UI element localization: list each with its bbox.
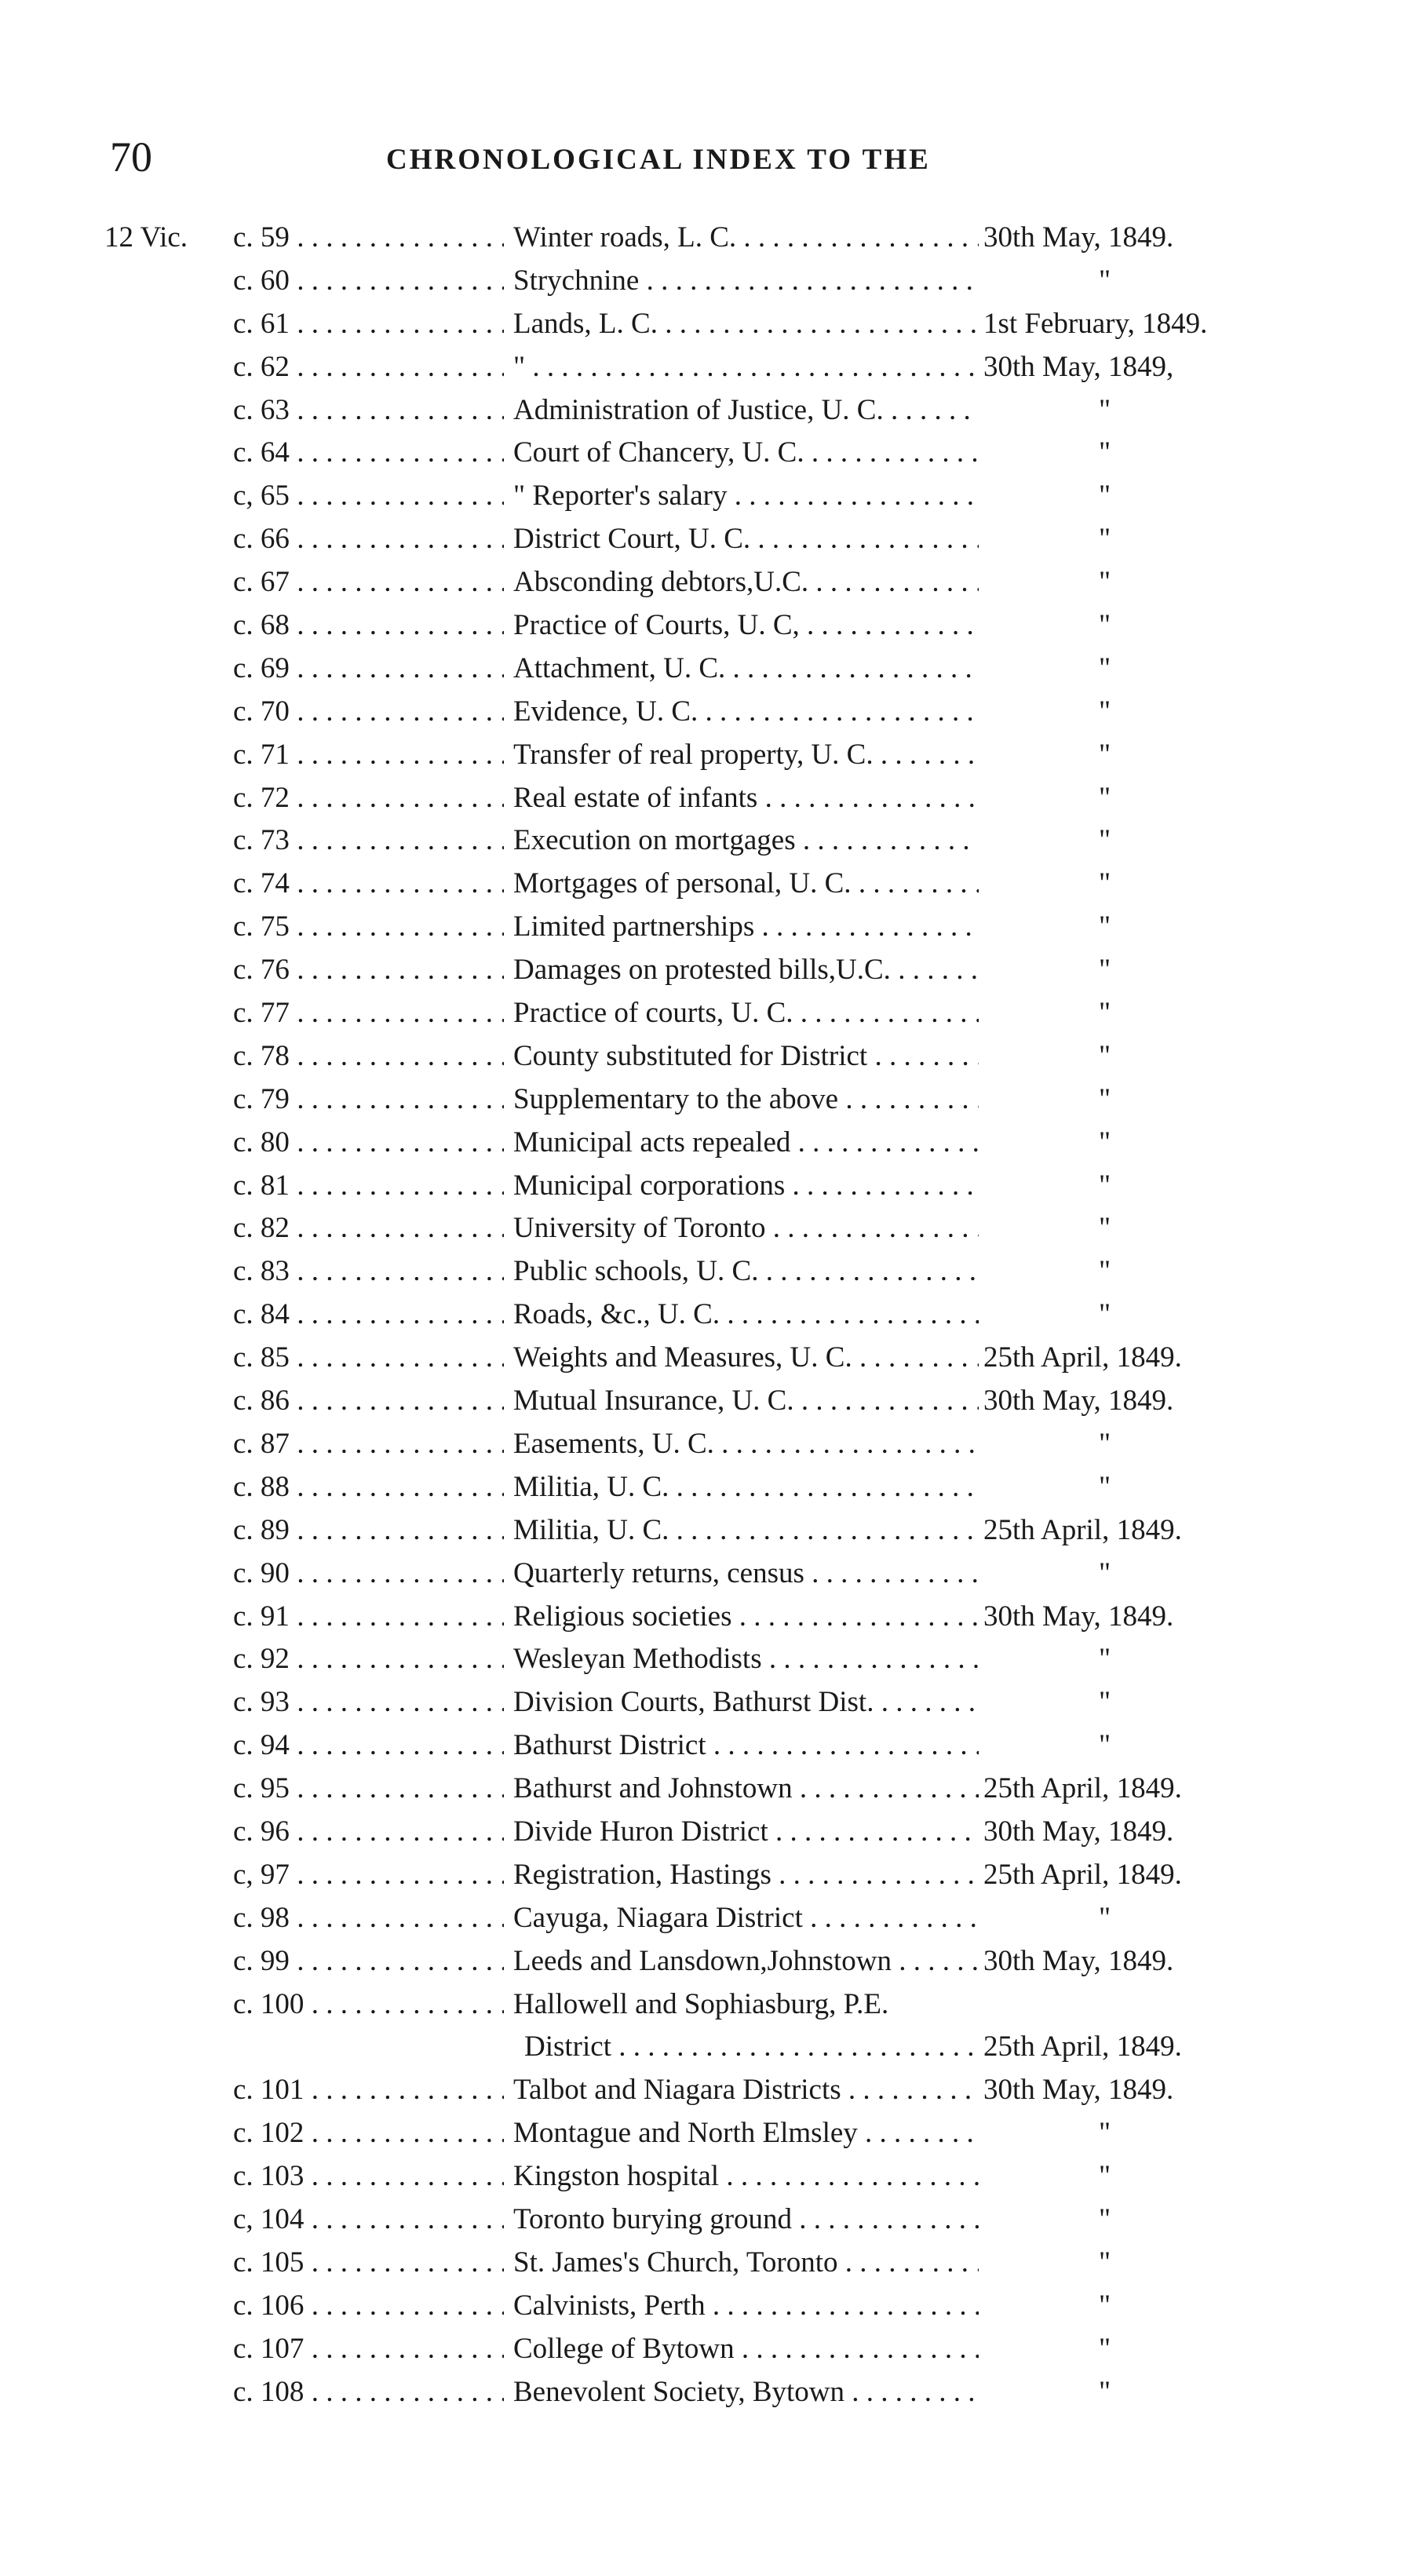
- ditto-mark: ": [1099, 1643, 1111, 1676]
- act-subject: College of Bytown . . .: [513, 2328, 979, 2371]
- index-entry: [0, 1681, 1408, 1724]
- ditto-mark: ": [1099, 954, 1111, 987]
- chapter-number: c, 97 . . .: [233, 1854, 504, 1897]
- page-header: [0, 0, 1408, 204]
- index-entry: [0, 2285, 1408, 2328]
- ditto-mark: ": [1099, 867, 1111, 900]
- act-subject: Toronto burying ground . . .: [513, 2198, 979, 2242]
- index-entry: [0, 432, 1408, 475]
- act-subject: Bathurst and Johnstown . . .: [513, 1768, 979, 1811]
- act-subject: Execution on mortgages . . .: [513, 819, 979, 863]
- chapter-number: c. 68 . . .: [233, 604, 504, 648]
- chapter-number: c. 61 . . .: [233, 303, 504, 346]
- chapter-number: c. 81 . . .: [233, 1165, 504, 1208]
- index-entry: [0, 1724, 1408, 1768]
- act-subject: Militia, U. C. . . .: [513, 1509, 979, 1553]
- index-entry: [0, 1983, 1408, 2027]
- act-subject: Registration, Hastings . . .: [513, 1854, 979, 1897]
- index-entry: [0, 1509, 1408, 1553]
- chapter-number: c. 59 . . .: [233, 217, 504, 260]
- chapter-number: c. 70 . . .: [233, 691, 504, 734]
- index-entry: [0, 1207, 1408, 1250]
- index-entry: [0, 2198, 1408, 2242]
- ditto-mark: ": [1099, 566, 1111, 599]
- index-entry: [0, 1078, 1408, 1122]
- chapter-number: c. 62 . . .: [233, 346, 504, 389]
- index-entry: [0, 475, 1408, 518]
- act-subject: University of Toronto . . .: [513, 1207, 979, 1250]
- chapter-number: c. 101 . . .: [233, 2069, 504, 2112]
- assent-date: 30th May, 1849,: [983, 350, 1174, 383]
- assent-date: 30th May, 1849.: [983, 1815, 1174, 1848]
- act-subject: Wesleyan Methodists . . .: [513, 1638, 979, 1681]
- act-subject: Easements, U. C. . . .: [513, 1423, 979, 1466]
- act-subject: Religious societies . . .: [513, 1596, 979, 1639]
- chapter-number: c. 92 . . .: [233, 1638, 504, 1681]
- ditto-mark: ": [1099, 1729, 1111, 1762]
- ditto-mark: ": [1099, 2289, 1111, 2322]
- ditto-mark: ": [1099, 1082, 1111, 1115]
- index-entry: [0, 1768, 1408, 1811]
- act-subject: Evidence, U. C. . . .: [513, 691, 979, 734]
- chapter-number: c, 65 . . .: [233, 475, 504, 518]
- ditto-mark: ": [1099, 1686, 1111, 1719]
- index-entry: [0, 949, 1408, 992]
- ditto-mark: ": [1099, 781, 1111, 814]
- assent-date: 30th May, 1849.: [983, 1385, 1174, 1418]
- index-entry: [0, 604, 1408, 648]
- volume-label: 12 Vic.: [104, 221, 188, 254]
- ditto-mark: ": [1099, 997, 1111, 1030]
- act-subject: Transfer of real property, U. C. . . .: [513, 734, 979, 777]
- index-entry: [0, 1293, 1408, 1337]
- assent-date: 25th April, 1849.: [983, 2031, 1182, 2063]
- index-entry: [0, 691, 1408, 734]
- index-entry: [0, 1638, 1408, 1681]
- chapter-number: c. 98 . . .: [233, 1897, 504, 1940]
- act-subject: Absconding debtors,U.C. . . .: [513, 561, 979, 604]
- index-entry: [0, 1854, 1408, 1897]
- act-subject: " Reporter's salary . . .: [513, 475, 979, 518]
- index-entry: [0, 906, 1408, 949]
- index-entry: [0, 2026, 1408, 2069]
- ditto-mark: ": [1099, 824, 1111, 857]
- act-subject: Real estate of infants . . .: [513, 777, 979, 820]
- act-subject: Montague and North Elmsley . . .: [513, 2112, 979, 2155]
- act-subject: District Court, U. C. . . .: [513, 518, 979, 561]
- chapter-number: c. 94 . . .: [233, 1724, 504, 1768]
- assent-date: 30th May, 1849.: [983, 1600, 1174, 1633]
- ditto-mark: ": [1099, 2332, 1111, 2365]
- index-entry: [0, 2371, 1408, 2414]
- chapter-number: c. 87 . . .: [233, 1423, 504, 1466]
- ditto-mark: ": [1099, 264, 1111, 297]
- chapter-number: c. 63 . . .: [233, 389, 504, 432]
- act-subject: Bathurst District . . .: [513, 1724, 979, 1768]
- chronological-index-list: [0, 217, 1408, 2414]
- chapter-number: c. 108 . . .: [233, 2371, 504, 2414]
- act-subject: Attachment, U. C. . . .: [513, 648, 979, 691]
- ditto-mark: ": [1099, 695, 1111, 728]
- act-subject: Court of Chancery, U. C. . . .: [513, 432, 979, 475]
- ditto-mark: ": [1099, 1255, 1111, 1288]
- chapter-number: c. 64 . . .: [233, 432, 504, 475]
- index-entry: [0, 648, 1408, 691]
- act-subject: Administration of Justice, U. C. . . .: [513, 389, 979, 432]
- chapter-number: c. 93 . . .: [233, 1681, 504, 1724]
- act-subject: Cayuga, Niagara District . . .: [513, 1897, 979, 1940]
- chapter-number: c. 95 . . .: [233, 1768, 504, 1811]
- index-entry: [0, 303, 1408, 346]
- ditto-mark: ": [1099, 910, 1111, 943]
- chapter-number: c. 99 . . .: [233, 1940, 504, 1983]
- chapter-number: c. 88 . . .: [233, 1466, 504, 1509]
- index-entry: [0, 734, 1408, 777]
- index-entry: [0, 1553, 1408, 1596]
- index-entry: [0, 777, 1408, 820]
- act-subject: Quarterly returns, census . . .: [513, 1553, 979, 1596]
- chapter-number: c. 74 . . .: [233, 863, 504, 906]
- index-entry: [0, 992, 1408, 1035]
- act-subject: Divide Huron District . . .: [513, 1811, 979, 1854]
- index-entry: [0, 217, 1408, 260]
- chapter-number: c. 96 . . .: [233, 1811, 504, 1854]
- act-subject: Benevolent Society, Bytown . . .: [513, 2371, 979, 2414]
- assent-date: 30th May, 1849.: [983, 221, 1174, 254]
- ditto-mark: ": [1099, 480, 1111, 513]
- chapter-number: c. 84 . . .: [233, 1293, 504, 1337]
- ditto-mark: ": [1099, 436, 1111, 469]
- chapter-number: c. 90 . . .: [233, 1553, 504, 1596]
- act-subject: Municipal corporations . . .: [513, 1165, 979, 1208]
- index-entry: [0, 1811, 1408, 1854]
- ditto-mark: ": [1099, 738, 1111, 771]
- ditto-mark: ": [1099, 651, 1111, 684]
- index-entry: [0, 1122, 1408, 1165]
- act-subject: Public schools, U. C. . . .: [513, 1250, 979, 1293]
- assent-date: 30th May, 1849.: [983, 2074, 1174, 2107]
- act-subject: District . . .: [524, 2026, 979, 2069]
- act-subject: Calvinists, Perth . . .: [513, 2285, 979, 2328]
- ditto-mark: ": [1099, 2202, 1111, 2235]
- act-subject: Division Courts, Bathurst Dist. . . .: [513, 1681, 979, 1724]
- index-entry: [0, 1423, 1408, 1466]
- chapter-number: c. 73 . . .: [233, 819, 504, 863]
- act-subject: Roads, &c., U. C. . . .: [513, 1293, 979, 1337]
- chapter-number: c. 86 . . .: [233, 1380, 504, 1423]
- index-entry: [0, 2242, 1408, 2285]
- chapter-number: c. 100 . . .: [233, 1983, 504, 2027]
- chapter-number: c. 80 . . .: [233, 1122, 504, 1165]
- index-entry: [0, 2328, 1408, 2371]
- chapter-number: c. 102 . . .: [233, 2112, 504, 2155]
- index-entry: [0, 2112, 1408, 2155]
- assent-date: 25th April, 1849.: [983, 1341, 1182, 1374]
- act-subject: Mutual Insurance, U. C. . . .: [513, 1380, 979, 1423]
- ditto-mark: ": [1099, 2117, 1111, 2150]
- ditto-mark: ": [1099, 2160, 1111, 2193]
- act-subject: Weights and Measures, U. C. . . .: [513, 1337, 979, 1380]
- ditto-mark: ": [1099, 1427, 1111, 1460]
- act-subject: Lands, L. C. . . .: [513, 303, 979, 346]
- ditto-mark: ": [1099, 1556, 1111, 1589]
- act-subject: Limited partnerships . . .: [513, 906, 979, 949]
- chapter-number: c. 67 . . .: [233, 561, 504, 604]
- chapter-number: c. 77 . . .: [233, 992, 504, 1035]
- chapter-number: c. 69 . . .: [233, 648, 504, 691]
- assent-date: 30th May, 1849.: [983, 1944, 1174, 1977]
- assent-date: 25th April, 1849.: [983, 1772, 1182, 1805]
- chapter-number: c, 104 . . .: [233, 2198, 504, 2242]
- chapter-number: c. 85 . . .: [233, 1337, 504, 1380]
- chapter-number: c. 83 . . .: [233, 1250, 504, 1293]
- index-entry: [0, 260, 1408, 303]
- chapter-number: c. 72 . . .: [233, 777, 504, 820]
- index-entry: [0, 518, 1408, 561]
- assent-date: 25th April, 1849.: [983, 1858, 1182, 1891]
- ditto-mark: ": [1099, 2246, 1111, 2279]
- index-entry: [0, 1466, 1408, 1509]
- index-entry: [0, 1035, 1408, 1078]
- act-subject: Kingston hospital . . .: [513, 2155, 979, 2198]
- index-entry: [0, 2069, 1408, 2112]
- index-entry: [0, 1165, 1408, 1208]
- chapter-number: c. 103 . . .: [233, 2155, 504, 2198]
- ditto-mark: ": [1099, 1039, 1111, 1072]
- act-subject: Municipal acts repealed . . .: [513, 1122, 979, 1165]
- index-entry: [0, 1897, 1408, 1940]
- chapter-number: c. 66 . . .: [233, 518, 504, 561]
- chapter-number: c. 107 . . .: [233, 2328, 504, 2371]
- act-subject: Talbot and Niagara Districts . . .: [513, 2069, 979, 2112]
- index-entry: [0, 1940, 1408, 1983]
- index-entry: [0, 346, 1408, 389]
- chapter-number: c. 79 . . .: [233, 1078, 504, 1122]
- ditto-mark: ": [1099, 393, 1111, 426]
- chapter-number: c. 105 . . .: [233, 2242, 504, 2285]
- act-subject: Damages on protested bills,U.C. . . .: [513, 949, 979, 992]
- assent-date: 1st February, 1849.: [983, 307, 1208, 340]
- chapter-number: c. 78 . . .: [233, 1035, 504, 1078]
- act-subject: Militia, U. C. . . .: [513, 1466, 979, 1509]
- act-subject: Winter roads, L. C. . . .: [513, 217, 979, 260]
- index-entry: [0, 1337, 1408, 1380]
- chapter-number: c. 60 . . .: [233, 260, 504, 303]
- assent-date: 25th April, 1849.: [983, 1513, 1182, 1546]
- chapter-number: c. 82 . . .: [233, 1207, 504, 1250]
- index-entry: [0, 1380, 1408, 1423]
- chapter-number: c. 76 . . .: [233, 949, 504, 992]
- chapter-number: c. 71 . . .: [233, 734, 504, 777]
- index-entry: [0, 2155, 1408, 2198]
- ditto-mark: ": [1099, 1169, 1111, 1202]
- act-subject: Practice of Courts, U. C, . . .: [513, 604, 979, 648]
- act-subject: Hallowell and Sophiasburg, P.E.: [513, 1987, 889, 2020]
- chapter-number: c. 106 . . .: [233, 2285, 504, 2328]
- chapter-number: c. 75 . . .: [233, 906, 504, 949]
- index-entry: [0, 1596, 1408, 1639]
- ditto-mark: ": [1099, 523, 1111, 556]
- ditto-mark: ": [1099, 609, 1111, 642]
- ditto-mark: ": [1099, 1298, 1111, 1331]
- index-entry: [0, 389, 1408, 432]
- ditto-mark: ": [1099, 1901, 1111, 1934]
- ditto-mark: ": [1099, 1212, 1111, 1245]
- index-entry: [0, 863, 1408, 906]
- chapter-number: c. 89 . . .: [233, 1509, 504, 1553]
- index-entry: [0, 561, 1408, 604]
- index-entry: [0, 819, 1408, 863]
- act-subject: Mortgages of personal, U. C. . . .: [513, 863, 979, 906]
- act-subject: County substituted for District . . .: [513, 1035, 979, 1078]
- ditto-mark: ": [1099, 1126, 1111, 1158]
- act-subject: Supplementary to the above . . .: [513, 1078, 979, 1122]
- act-subject: Strychnine . . .: [513, 260, 979, 303]
- chapter-number: c. 91 . . .: [233, 1596, 504, 1639]
- act-subject: St. James's Church, Toronto . . .: [513, 2242, 979, 2285]
- act-subject: " . . .: [513, 346, 979, 389]
- index-entry: [0, 1250, 1408, 1293]
- act-subject: Leeds and Lansdown,Johnstown . . .: [513, 1940, 979, 1983]
- running-head: CHRONOLOGICAL INDEX TO THE: [386, 144, 931, 176]
- act-subject: Practice of courts, U. C. . . .: [513, 992, 979, 1035]
- ditto-mark: ": [1099, 2375, 1111, 2408]
- ditto-mark: ": [1099, 1470, 1111, 1503]
- page-number: 70: [110, 133, 152, 181]
